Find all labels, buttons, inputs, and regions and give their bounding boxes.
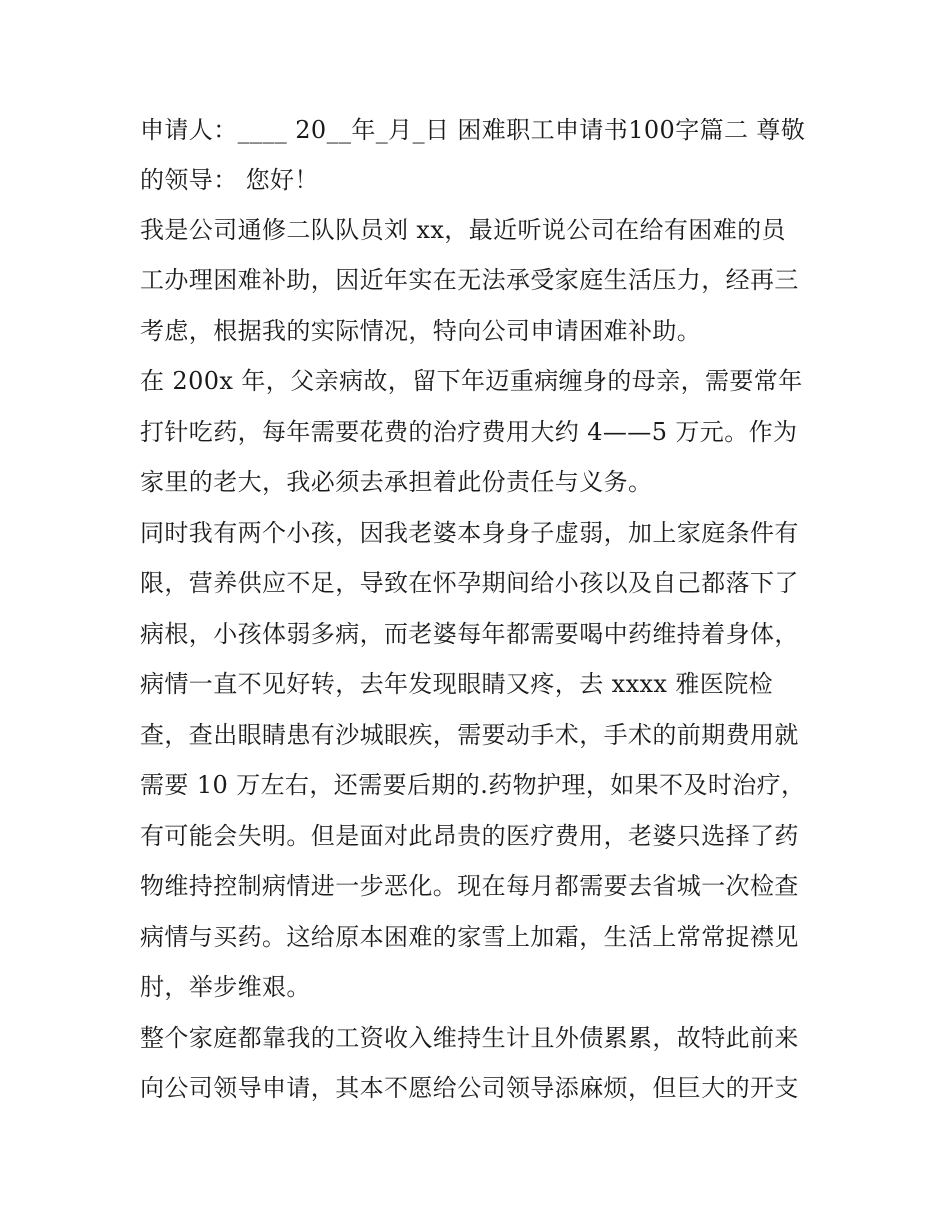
text-line: 查，查出眼睛患有沙城眼疾，需要动手术，手术的前期费用就 [140, 721, 799, 749]
text-line: 我是公司通修二队队员刘 xx，最近听说公司在给有困难的员 [140, 216, 786, 244]
text-line: 病情一直不见好转，去年发现眼睛又疼，去 xxxx 雅医院检 [140, 670, 773, 698]
text-line: 申请人：____ 20__年_月_日 困难职工申请书100字篇二 尊敬 [140, 116, 806, 144]
text-line: 肘，举步维艰。 [140, 973, 311, 1001]
text-line: 限，营养供应不足，导致在怀孕期间给小孩以及自己都落下了 [140, 569, 799, 597]
text-line: 在 200x 年，父亲病故，留下年迈重病缠身的母亲，需要常年 [140, 367, 803, 395]
text-line: 同时我有两个小孩，因我老婆本身身子虚弱，加上家庭条件有 [140, 519, 799, 547]
text-line: 需要 10 万左右，还需要后期的.药物护理，如果不及时治疗， [140, 771, 806, 799]
text-line: 有可能会失明。但是面对此昂贵的医疗费用，老婆只选择了药 [140, 822, 799, 850]
text-line: 工办理困难补助，因近年实在无法承受家庭生活压力，经再三 [140, 266, 799, 294]
text-line: 考虑，根据我的实际情况，特向公司申请困难补助。 [140, 317, 702, 345]
text-line: 病根，小孩体弱多病，而老婆每年都需要喝中药维持着身体， [140, 620, 799, 648]
text-line: 家里的老大，我必须去承担着此份责任与义务。 [140, 468, 653, 496]
text-line: 整个家庭都靠我的工资收入维持生计且外债累累，故特此前来 [140, 1024, 799, 1052]
text-line: 打针吃药，每年需要花费的治疗费用大约 4——5 万元。作为 [140, 418, 798, 446]
text-line: 病情与买药。这给原本困难的家雪上加霜，生活上常常捉襟见 [140, 923, 799, 951]
text-line: 物维持控制病情进一步恶化。现在每月都需要去省城一次检查 [140, 872, 799, 900]
text-line: 向公司领导申请，其本不愿给公司领导添麻烦，但巨大的开支 [140, 1074, 799, 1102]
text-line: 的领导： 您好！ [140, 166, 319, 194]
